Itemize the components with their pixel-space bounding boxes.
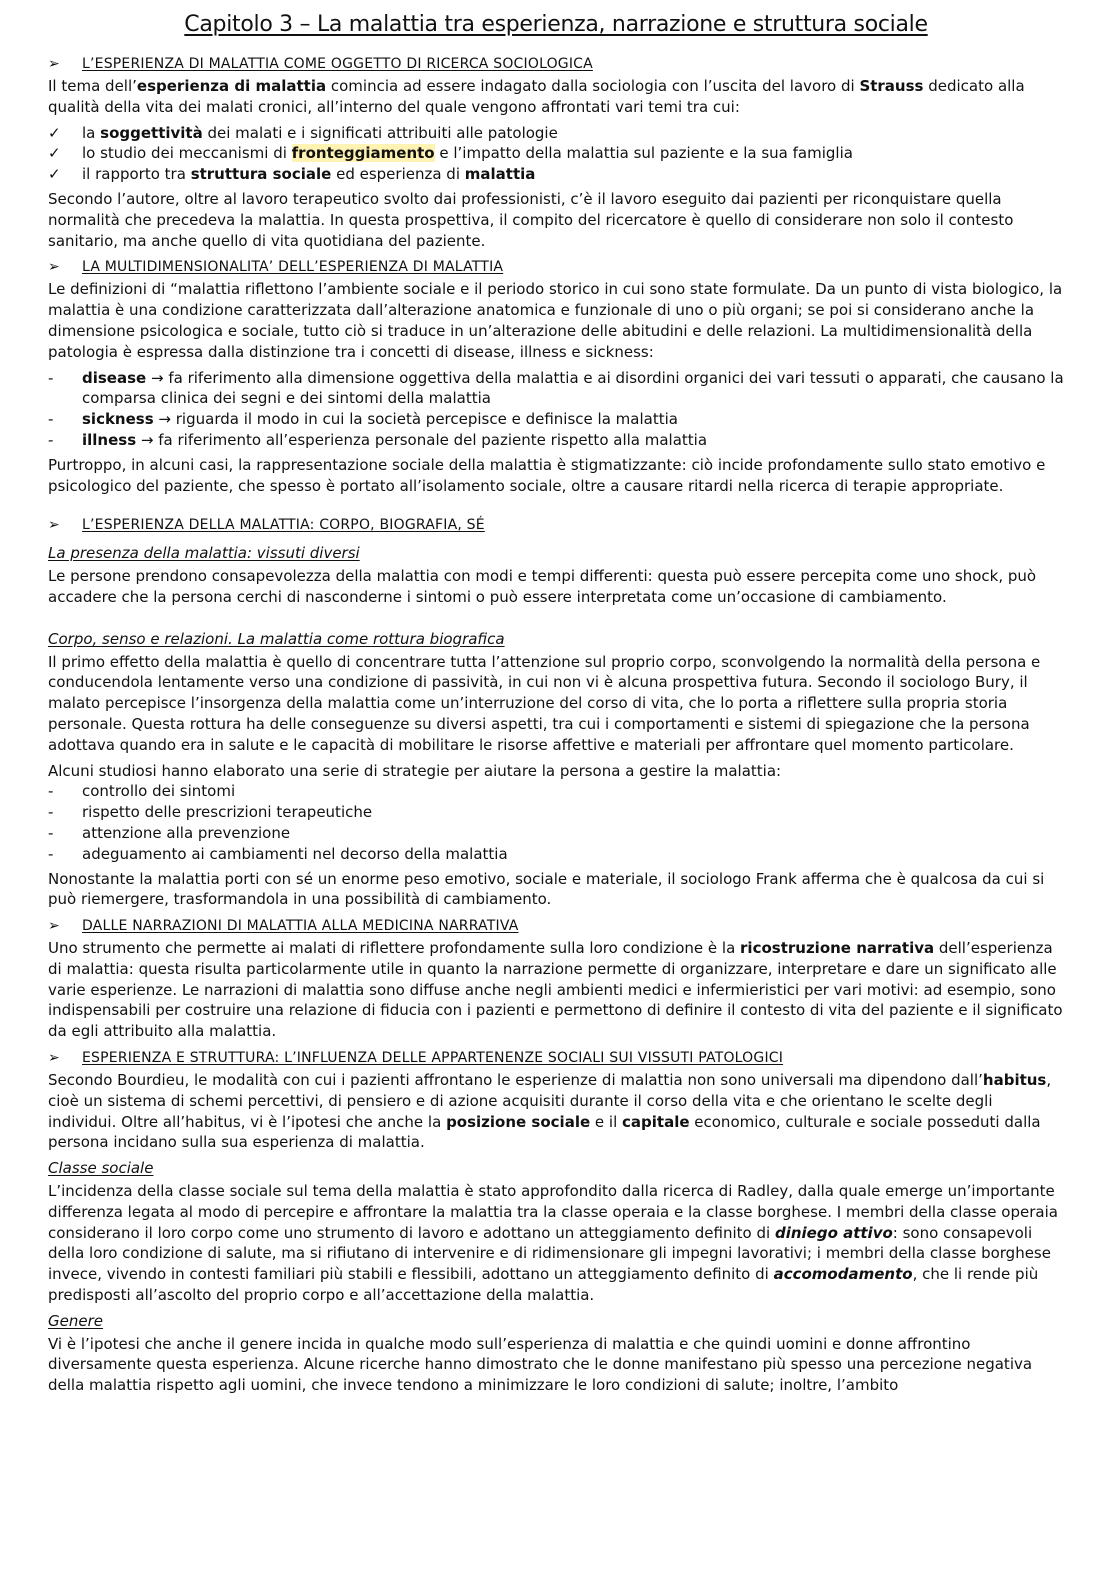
list-item: ✓ il rapporto tra struttura sociale ed esperienza di malattia [48, 165, 536, 184]
list-item: - attenzione alla prevenzione [48, 823, 291, 842]
paragraph: Secondo l’autore, oltre al lavoro terapeutico svolto dai professionisti, c’è il lavoro eseguito dai pazienti per riconquistare quella normalità che precedeva la malattia. In questa prospettiva, il compito del ricercatore è quello di considerare non solo il contesto sanitario, ma anche quello di vita quotidiana del paziente. [48, 189, 1014, 250]
list-item: - controllo dei sintomi [48, 782, 236, 801]
section-heading [48, 1048, 1064, 1068]
dash-list [48, 368, 1064, 451]
section-heading [48, 515, 1064, 535]
list-item: - sickness → riguarda il modo in cui la società percepisce e definisce la malattia [48, 410, 678, 429]
dash-bullet-icon: - [48, 823, 54, 842]
arrow-bullet-icon: ➢ [48, 918, 60, 935]
list-item: ✓ lo studio dei meccanismi di fronteggiamento e l’impatto della malattia sul paziente e la sua famiglia [48, 144, 853, 163]
section-title: ESPERIENZA E STRUTTURA: L’INFLUENZA DELLE APPARTENENZE SOCIALI SUI VISSUTI PATOLOGICI [82, 1050, 784, 1067]
dash-bullet-icon: - [48, 803, 54, 822]
list-item: - adeguamento ai cambiamenti nel decorso della malattia [48, 844, 508, 863]
section-title: L’ESPERIENZA DI MALATTIA COME OGGETTO DI RICERCA SOCIOLOGICA [82, 56, 593, 72]
arrow-bullet-icon: ➢ [48, 1050, 60, 1067]
paragraph: Il primo effetto della malattia è quello di concentrare tutta l’attenzione sul proprio corpo, sconvolgendo la normalità della persona e conducendola lentamente verso una condizione di passività, in cui non vi è alcuna prospettiva futura. Secondo il sociologo Bury, il malato percepisce l’insorgenza della malattia come un’interruzione del corso di vita, che lo porta a riflettere sulla propria storia personale. Questa rottura ha delle conseguenze su diversi aspetti, tra cui i comportamenti e sistemi di spiegazione che la persona adottava quando era in salute e le capacità di mobilitare le risorse affettive e materiali per affrontare quel momento particolare. [48, 652, 1041, 754]
dash-list [48, 781, 1064, 864]
paragraph: Alcuni studiosi hanno elaborato una serie di strategie per aiutare la persona a gestire la malattia: [48, 761, 782, 780]
paragraph: Secondo Bourdieu, le modalità con cui i pazienti affrontano le esperienze di malattia non sono universali ma dipendono dall’habitus, cioè un sistema di schemi percettivi, di pensiero e di azione acquisiti durante il corso della vita e che orientano le scelte degli individui. Oltre all’habitus, vi è l’ipotesi che anche la posizione sociale e il capitale economico, culturale e sociale posseduti dalla persona incidano sulla sua esperienza di malattia. [48, 1071, 1052, 1152]
section-title: DALLE NARRAZIONI DI MALATTIA ALLA MEDICINA NARRATIVA [82, 918, 519, 935]
section-heading [48, 54, 1064, 74]
subheading: Genere [48, 1311, 103, 1330]
dash-bullet-icon: - [48, 430, 54, 449]
paragraph: Le definizioni di “malattia riflettono l’ambiente sociale e il periodo storico in cui sono state formulate. Da un punto di vista biologico, la malattia è una condizione caratterizzata dall’alterazione anatomica e funzionale di uno o più organi; se poi si considerano anche la dimensione psicologica e sociale, tutto ciò si traduce in un’alterazione delle abitudini e delle relazioni. La multidimensionalità della patologia è espressa dalla distinzione tra i concetti di disease, illness e sickness: [48, 280, 1063, 361]
paragraph: Le persone prendono consapevolezza della malattia con modi e tempi differenti: questa può essere percepita come uno shock, può accadere che la persona cerchi di nasconderne i sintomi o può essere interpretata come un’occasione di cambiamento. [48, 567, 1037, 606]
paragraph: Purtroppo, in alcuni casi, la rappresentazione sociale della malattia è stigmatizzante: ciò incide profondamente sullo stato emotivo e psicologico del paziente, che spesso è portato all’isolamento sociale, oltre a causare ritardi nella ricerca di terapie appropriate. [48, 455, 1046, 495]
subheading: Corpo, senso e relazioni. La malattia come rottura biografica [48, 629, 505, 648]
arrow-bullet-icon: ➢ [48, 56, 60, 72]
subheading: La presenza della malattia: vissuti diversi [48, 544, 360, 563]
list-item: - illness → fa riferimento all’esperienza personale del paziente rispetto alla malattia [48, 430, 708, 449]
dash-bullet-icon: - [48, 844, 54, 863]
list-item: - disease → fa riferimento alla dimensione oggettiva della malattia e ai disordini organici dei vari tessuti o apparati, che causano la comparsa clinica dei segni e dei sintomi della malattia [48, 368, 1064, 408]
check-icon: ✓ [48, 165, 61, 184]
arrow-bullet-icon: ➢ [48, 517, 60, 534]
dash-bullet-icon: - [48, 410, 54, 429]
paragraph: Uno strumento che permette ai malati di riflettere profondamente sulla loro condizione è la ricostruzione narrativa dell’esperienza di malattia: questa risulta particolarmente utile in quanto la narrazione permette di organizzare, interpretare e dare un significato alle varie esperienze. Le narrazioni di malattia sono diffuse anche negli ambienti medici e infermieristici per vari motivi: ad esempio, sono indispensabili per costruire una relazione di fiducia con i pazienti e permettono di definire il contesto di vita del paziente e il significato da egli attribuito alla malattia. [48, 939, 1063, 1041]
paragraph: L’incidenza della classe sociale sul tema della malattia è stato approfondito dalla ricerca di Radley, dalla quale emerge un’importante differenza legata al modo di percepire e affrontare la malattia tra la classe operaia e la classe borghese. I membri della classe operaia considerano il loro corpo come uno strumento di lavoro e adottano un atteggiamento definito di diniego attivo: sono consapevoli della loro condizione di salute, ma si rifiutano di intervenire e di ridimensionare gli impegni lavorativi; i membri della classe borghese invece, vivendo in contesti familiari più stabili e flessibili, adottano un atteggiamento definito di accomodamento, che li rende più predisposti all’ascolto del proprio corpo e all’accettazione della malattia. [48, 1182, 1058, 1305]
arrow-bullet-icon: ➢ [48, 259, 60, 276]
dash-bullet-icon: - [48, 368, 54, 387]
page-title: Capitolo 3 – La malattia tra esperienza, narrazione e struttura sociale [184, 12, 928, 37]
section-title: L’ESPERIENZA DELLA MALATTIA: CORPO, BIOGRAFIA, SÉ [82, 517, 485, 534]
paragraph: Il tema dell’esperienza di malattia comincia ad essere indagato dalla sociologia con l’uscita del lavoro di Strauss dedicato alla qualità della vita dei malati cronici, all’interno del quale vengono affrontati vari temi tra cui: [48, 77, 1025, 116]
paragraph: Nonostante la malattia porti con sé un enorme peso emotivo, sociale e materiale, il sociologo Frank afferma che è qualcosa da cui si può riemergere, trasformandola in una possibilità di cambiamento. [48, 869, 1045, 909]
paragraph: Vi è l’ipotesi che anche il genere incida in qualche modo sull’esperienza di malattia e che quindi uomini e donne affrontino diversamente questa esperienza. Alcune ricerche hanno dimostrato che le donne manifestano più spesso una percezione negativa della malattia rispetto agli uomini, che invece tendono a minimizzare le loro condizioni di salute; inoltre, l’ambito [48, 1334, 1033, 1395]
check-icon: ✓ [48, 123, 61, 142]
dash-bullet-icon: - [48, 782, 54, 801]
section-heading [48, 257, 1064, 277]
check-icon: ✓ [48, 144, 61, 163]
section-heading [48, 916, 1064, 936]
list-item: ✓ la soggettività dei malati e i significati attribuiti alle patologie [48, 123, 558, 142]
check-list [48, 123, 1064, 185]
subheading: Classe sociale [48, 1159, 154, 1178]
list-item: - rispetto delle prescrizioni terapeutiche [48, 803, 373, 822]
section-title: LA MULTIDIMENSIONALITA’ DELL’ESPERIENZA DI MALATTIA [82, 259, 504, 276]
